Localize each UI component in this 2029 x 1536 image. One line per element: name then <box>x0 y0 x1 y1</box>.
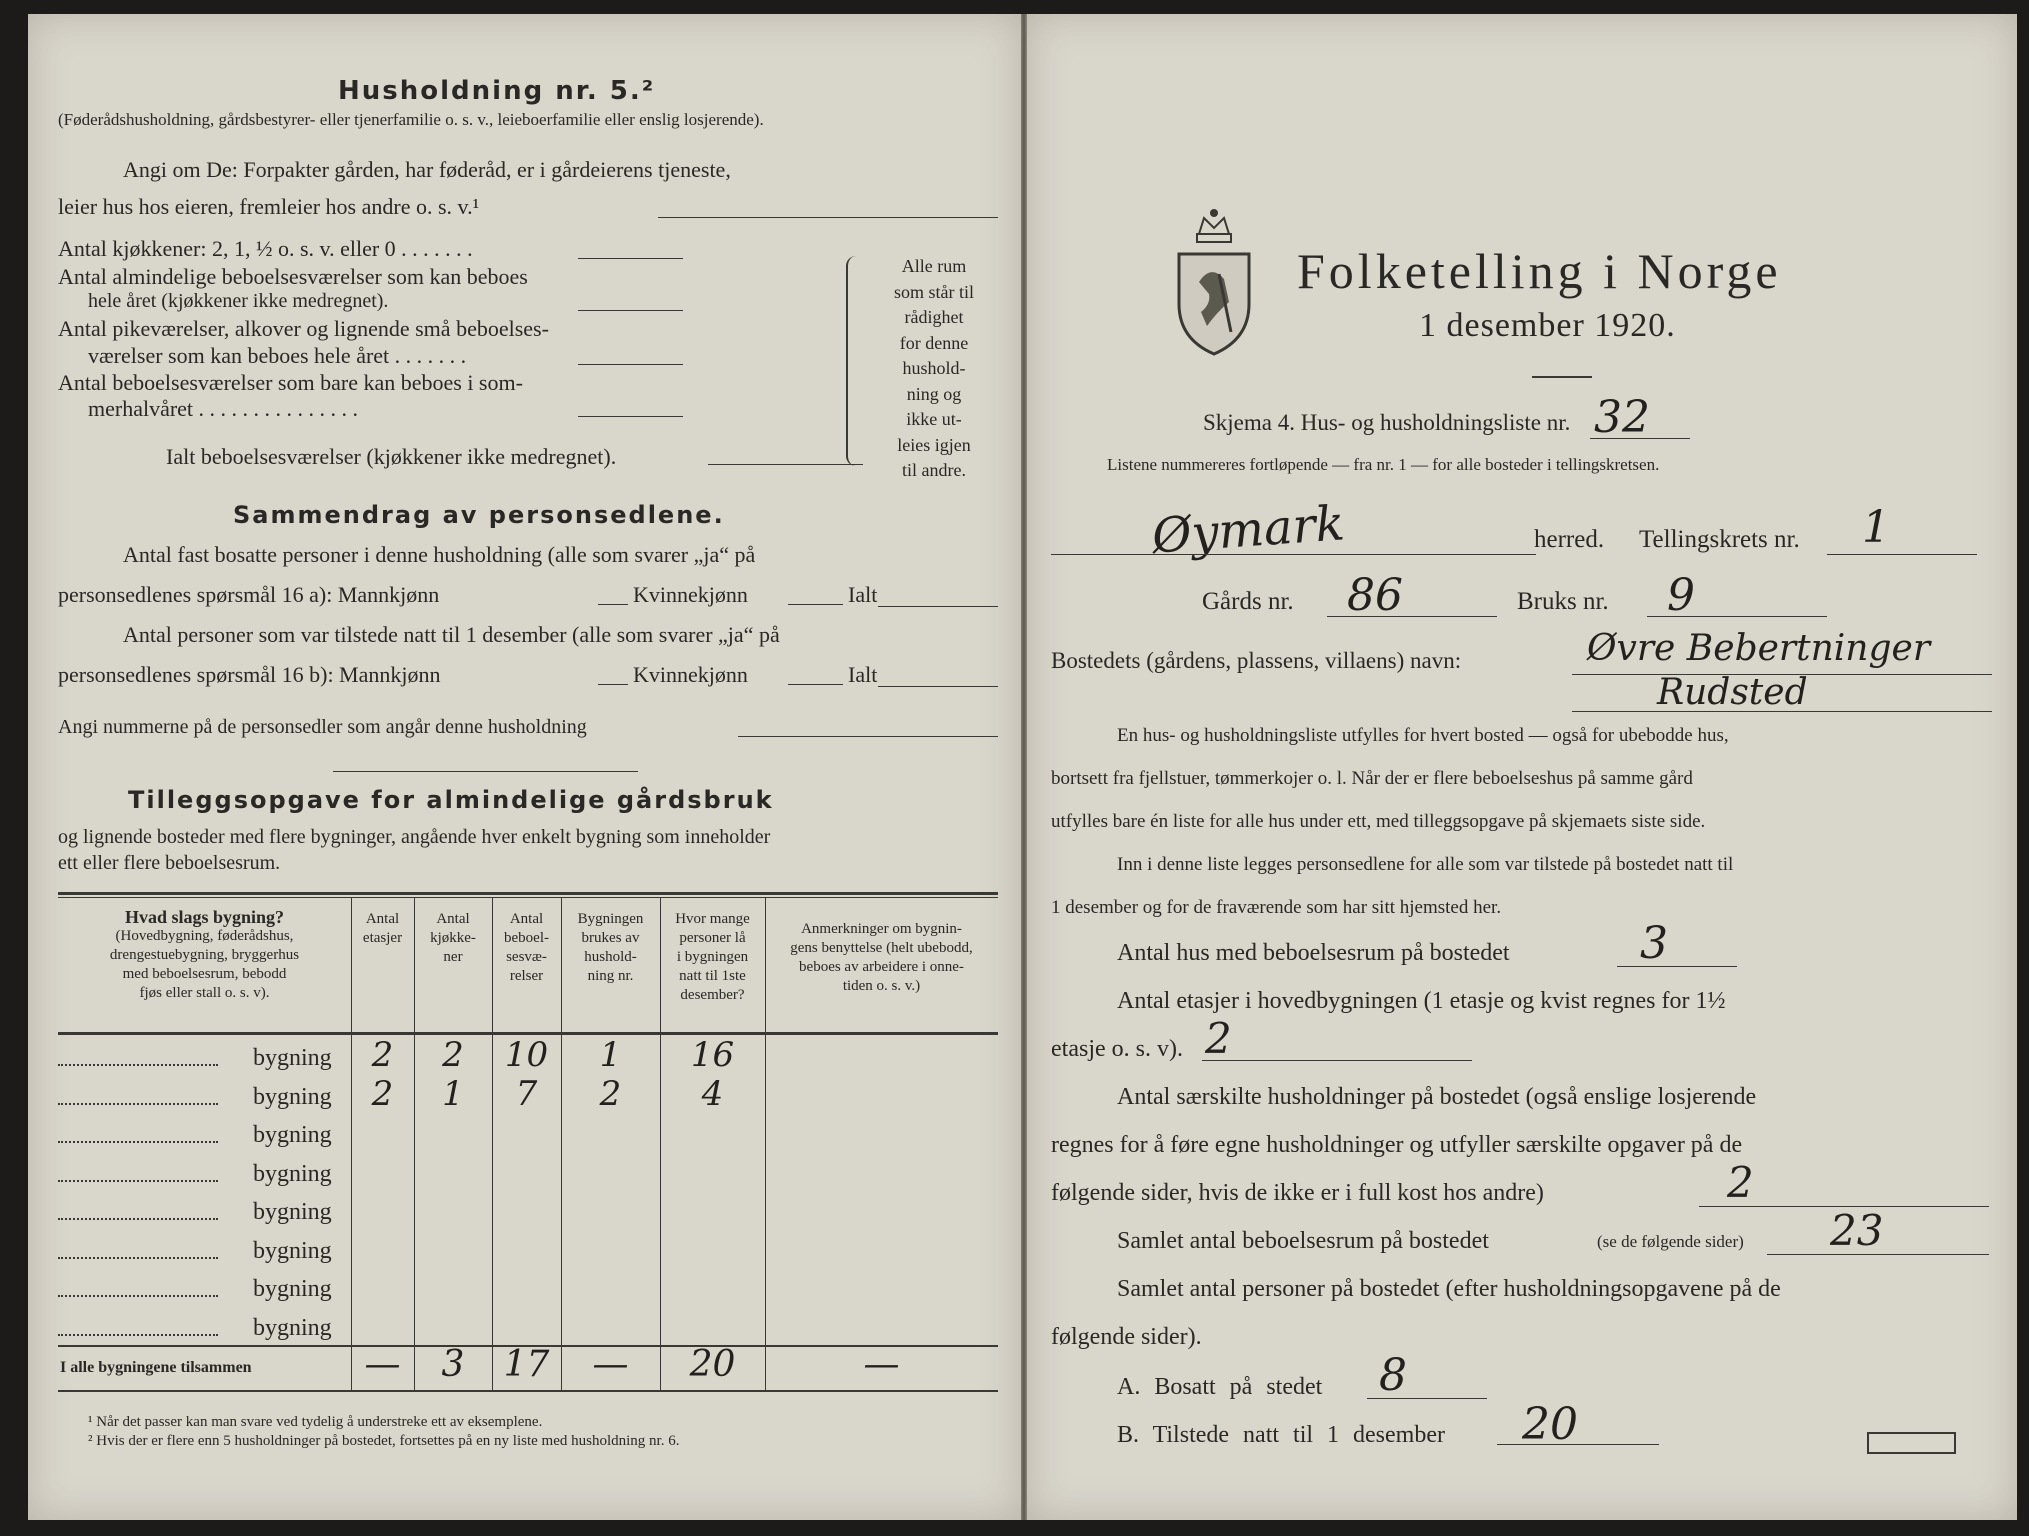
building-type-field[interactable] <box>58 1334 218 1336</box>
q-etasjer-1: Antal etasjer i hovedbygningen (1 etasje og kvist regnes for 1½ <box>1117 988 1726 1014</box>
table-header-line: tiden o. s. v.) <box>842 978 921 994</box>
footnote-1: ¹ Når det passer kan man svare ved tydelig å understreke ett av eksemplene. <box>88 1414 543 1430</box>
table-header-line: gens benyttelse (helt ubebodd, <box>790 940 973 956</box>
building-type-field[interactable] <box>58 1257 218 1259</box>
building-type-field[interactable] <box>58 1103 218 1105</box>
q-hush-2: regnes for å føre egne husholdninger og utfyller særskilte opgaver på de <box>1051 1132 1743 1158</box>
bruks-label: Bruks nr. <box>1517 588 1609 615</box>
herred-value[interactable]: Øymark <box>1150 495 1347 565</box>
table-cell[interactable]: 2 <box>371 1035 394 1075</box>
total-cell[interactable]: — <box>863 1344 900 1385</box>
brace <box>846 256 866 466</box>
household-subtitle: (Føderådshusholdning, gårdsbestyrer- eller tjenerfamilie o. s. v., leieboerfamilie eller enslig losjerende). <box>58 110 764 129</box>
bosted-label: Bostedets (gårdens, plassens, villaens) navn: <box>1051 648 1462 673</box>
bruks-line <box>1647 616 1827 617</box>
etasjer-line <box>1202 1060 1472 1061</box>
table-header-line: Bygningen <box>577 911 644 927</box>
table-header <box>765 920 998 996</box>
building-type-field[interactable] <box>58 1218 218 1220</box>
a-rum[interactable]: 23 <box>1830 1206 1884 1255</box>
total-cell[interactable]: 3 <box>441 1344 465 1385</box>
summary-female: Kvinnekjønn <box>633 582 748 607</box>
table-cell[interactable]: 2 <box>599 1073 622 1114</box>
b-tilstede-label: B. Tilstede natt til 1 desember <box>1117 1422 1445 1448</box>
supplement-title: Tilleggsopgave for almindelige gårdsbruk <box>128 786 774 814</box>
brace-note-line: ikke ut- <box>906 409 962 429</box>
building-row-label: bygning <box>253 1122 332 1148</box>
building-type-field[interactable] <box>58 1180 218 1182</box>
table-header-line: ner <box>443 949 463 965</box>
q-pers-1: Samlet antal personer på bostedet (efter husholdningsopgavene på de <box>1117 1276 1781 1302</box>
rooms-kitchens: Antal kjøkkener: 2, 1, ½ o. s. v. eller 0 . . . . . . . <box>58 236 473 261</box>
male-field-a[interactable] <box>598 604 628 605</box>
building-row-label: bygning <box>253 1083 332 1110</box>
printer-stamp <box>1867 1432 1956 1454</box>
table-cell[interactable]: 1 <box>599 1035 622 1075</box>
kitchens-field[interactable] <box>578 258 683 259</box>
building-type-field[interactable] <box>58 1295 218 1297</box>
rum-line <box>1767 1254 1989 1255</box>
footnote-2: ² Hvis der er flere enn 5 husholdninger på bostedet, fortsettes på en ny liste med husholdning nr. 6. <box>88 1433 680 1449</box>
right-page <box>1027 14 2017 1520</box>
household-question-2: leier hus hos eieren, fremleier hos andre o. s. v.¹ <box>58 194 480 219</box>
left-page <box>28 14 1021 1520</box>
rooms-total: Ialt beboelsesværelser (kjøkkener ikke medregnet). <box>166 444 617 469</box>
brace-note-line: rådighet <box>904 307 964 327</box>
building-row-label: bygning <box>253 1199 332 1225</box>
table-header-line: hushold- <box>584 949 637 965</box>
intro-4: Inn i denne liste legges personsedlene for alle som var tilstede på bostedet natt til <box>1117 854 1734 875</box>
gards-line <box>1327 616 1497 617</box>
rooms-summer-2: merhalvåret . . . . . . . . . . . . . . . <box>88 396 359 421</box>
table-header-line: (Hovedbygning, føderådshus, <box>115 928 294 944</box>
b-tilstede-value[interactable]: 20 <box>1522 1399 1578 1450</box>
male-field-b[interactable] <box>598 684 628 685</box>
total-field-a[interactable] <box>878 606 998 607</box>
numbering-note: Listene nummereres fortløpende — fra nr. 1 — for alle bosteder i tellingskretsen. <box>1107 455 1660 474</box>
table-cell[interactable]: 7 <box>515 1073 538 1114</box>
q-hush-3: følgende sider, hvis de ikke er i full kost hos andre) <box>1051 1180 1544 1206</box>
household-question-1: Angi om De: Forpakter gården, har føderåd, er i gårdeierens tjeneste, <box>123 157 731 182</box>
bosted-value-1[interactable]: Øvre Bebertninger <box>1587 628 1931 669</box>
building-row-label: bygning <box>253 1237 332 1264</box>
brace-note-line: til andre. <box>902 460 966 480</box>
brace-note-line: Alle rum <box>901 256 967 276</box>
ordinary-field[interactable] <box>578 310 683 311</box>
krets-label: Tellingskrets nr. <box>1639 526 1800 553</box>
table-header-line: Antal <box>365 911 400 927</box>
total-cell[interactable]: — <box>364 1344 401 1385</box>
table-header-line: etasjer <box>362 930 403 946</box>
q-pers-2: følgende sider). <box>1051 1324 1202 1350</box>
table-header-line: Anmerkninger om bygnin- <box>801 921 962 937</box>
female-field-b[interactable] <box>788 684 843 685</box>
rooms-maid: Antal pikeværelser, alkover og lignende små beboelses- <box>58 316 549 341</box>
table-cell[interactable]: 4 <box>701 1073 724 1114</box>
table-header-line: relser <box>509 968 544 984</box>
rooms-summer: Antal beboelsesværelser som bare kan beboes i som- <box>58 370 523 395</box>
total-field-b[interactable] <box>878 686 998 687</box>
schema-line <box>1590 438 1690 439</box>
total-cell[interactable]: 17 <box>503 1344 550 1385</box>
building-table <box>58 892 998 1392</box>
rooms-maid-2: værelser som kan beboes hele året . . . . . . . <box>88 343 467 368</box>
summary-line-1: Antal fast bosatte personer i denne husholdning (alle som svarer „ja“ på <box>123 542 756 567</box>
total-rooms-field[interactable] <box>708 464 863 465</box>
answer-line[interactable] <box>658 217 998 218</box>
summary-total: Ialt <box>848 582 878 607</box>
table-header <box>660 910 765 1005</box>
q-rum-small: (se de følgende sider) <box>1597 1232 1744 1251</box>
summary-female-b: Kvinnekjønn <box>633 662 748 687</box>
a-hus[interactable]: 3 <box>1640 918 1668 969</box>
building-row-label: bygning <box>253 1276 332 1302</box>
q-hush-1: Antal særskilte husholdninger på bostedet (også enslige losjerende <box>1117 1084 1757 1110</box>
summary-line-3: Antal personer som var tilstede natt til 1 desember (alle som svarer „ja“ på <box>123 622 780 647</box>
schema-label: Skjema 4. Hus- og husholdningsliste nr. <box>1203 410 1571 435</box>
q-rum: Samlet antal beboelsesrum på bostedet <box>1117 1228 1489 1254</box>
hus-line <box>1617 966 1737 967</box>
table-header-line: beboes av arbeidere i onne- <box>799 959 964 975</box>
table-cell[interactable]: 10 <box>504 1035 549 1075</box>
herred-label: herred. <box>1534 526 1605 553</box>
census-date: 1 desember 1920. <box>1419 307 1676 344</box>
table-header-line: kjøkke- <box>430 930 476 946</box>
a-etasjer[interactable]: 2 <box>1205 1014 1232 1063</box>
table-header <box>58 908 351 1003</box>
total-cell[interactable]: 20 <box>689 1344 736 1385</box>
census-title: Folketelling i Norge <box>1297 243 1782 299</box>
gards-label: Gårds nr. <box>1202 588 1294 615</box>
a-bosatt-value[interactable]: 8 <box>1379 1350 1407 1401</box>
table-header-line: brukes av <box>581 930 640 946</box>
table-header-line: personer lå <box>679 930 746 946</box>
table-header <box>351 910 414 948</box>
q-hus: Antal hus med beboelsesrum på bostedet <box>1117 940 1510 966</box>
schema-number[interactable]: 32 <box>1594 392 1650 443</box>
brace-note-line: som står til <box>894 281 974 302</box>
herred-line <box>1051 554 1536 555</box>
table-cell[interactable]: 2 <box>371 1073 394 1114</box>
intro-5: 1 desember og for de fraværende som har sitt hjemsted her. <box>1051 897 1502 918</box>
summary-numbers: Angi nummerne på de personsedler som angår denne husholdning <box>58 716 587 738</box>
bosted-line-2 <box>1572 711 1992 712</box>
intro-2: bortsett fra fjellstuer, tømmerkojer o. l. Når der er flere beboelseshus på samme gård <box>1051 768 1693 789</box>
table-cell[interactable]: 16 <box>690 1035 735 1075</box>
table-header-line: med beboelsesrum, bebodd <box>122 966 287 982</box>
table-header-line: Antal <box>509 911 544 927</box>
table-header-line: sesvæ- <box>506 949 547 965</box>
summary-line-2: personsedlenes spørsmål 16 a): Mannkjønn <box>58 582 440 607</box>
title-rule <box>1532 376 1592 378</box>
table-header-line: natt til 1ste <box>679 968 746 984</box>
total-cell[interactable]: — <box>592 1344 629 1385</box>
gards-value[interactable]: 86 <box>1347 570 1403 621</box>
table-header-line: fjøs eller stall o. s. v). <box>139 985 270 1001</box>
table-cell[interactable]: 2 <box>442 1035 464 1075</box>
brace-note-line: leies igjen <box>897 434 971 455</box>
building-row-label: bygning <box>253 1314 332 1341</box>
bosatt-line <box>1367 1398 1487 1399</box>
intro-1: En hus- og husholdningsliste utfylles for hvert bosted — også for ubebodde hus, <box>1117 725 1729 746</box>
supplement-text-1: og lignende bosteder med flere bygninger, angående hver enkelt bygning som inneholder <box>58 826 771 848</box>
tilstede-line <box>1497 1444 1659 1445</box>
table-header-line: Antal <box>436 911 470 927</box>
table-header <box>561 910 660 986</box>
krets-line <box>1827 554 1977 555</box>
bosted-value-2[interactable]: Rudsted <box>1657 672 1808 713</box>
table-header-line: drengestuebygning, bryggerhus <box>109 947 300 963</box>
table-header <box>414 910 492 967</box>
brace-note <box>864 254 1004 484</box>
brace-note-line: for denne <box>899 332 969 353</box>
building-row-label: bygning <box>253 1160 332 1187</box>
table-header-line: Hvor mange <box>675 911 750 927</box>
table-header-line: beboel- <box>504 930 549 946</box>
a-bosatt-label: A. Bosatt på stedet <box>1117 1374 1323 1400</box>
rooms-ordinary: Antal almindelige beboelsesværelser som kan beboes <box>58 264 528 289</box>
a-hush[interactable]: 2 <box>1727 1158 1754 1207</box>
table-header-line: i bygningen <box>676 949 749 965</box>
building-type-field[interactable] <box>58 1141 218 1143</box>
table-header-line: ning nr. <box>587 968 634 984</box>
intro-3: utfylles bare én liste for alle hus under ett, med tilleggsopgave på skjemaets siste side. <box>1051 811 1706 832</box>
summer-field[interactable] <box>578 416 683 417</box>
q-etasjer-2: etasje o. s. v). <box>1051 1036 1183 1062</box>
maid-field[interactable] <box>578 364 683 365</box>
table-header-line: Hvad slags bygning? <box>124 907 285 927</box>
table-header <box>492 910 561 986</box>
total-row-label: I alle bygningene tilsammen <box>60 1359 252 1376</box>
summary-title: Sammendrag av personsedlene. <box>233 501 725 529</box>
numbers-field[interactable] <box>738 736 998 737</box>
household-title: Husholdning nr. 5.² <box>338 76 656 106</box>
building-type-field[interactable] <box>58 1064 218 1066</box>
bruks-value[interactable]: 9 <box>1667 570 1695 621</box>
krets-value[interactable]: 1 <box>1862 502 1890 553</box>
summary-total-b: Ialt <box>848 662 878 687</box>
coat-of-arms-icon <box>1169 204 1259 364</box>
table-header-line: desember? <box>680 987 745 1003</box>
table-cell[interactable]: 1 <box>442 1073 464 1114</box>
female-field-a[interactable] <box>788 604 843 605</box>
supplement-text-2: ett eller flere beboelsesrum. <box>58 852 281 874</box>
summary-line-4: personsedlenes spørsmål 16 b): Mannkjønn <box>58 662 441 687</box>
divider <box>333 771 638 772</box>
brace-note-line: ning og <box>906 383 962 404</box>
brace-note-line: hushold- <box>902 358 966 378</box>
building-row-label: bygning <box>253 1045 332 1071</box>
rooms-ordinary-2: hele året (kjøkkener ikke medregnet). <box>88 290 389 312</box>
